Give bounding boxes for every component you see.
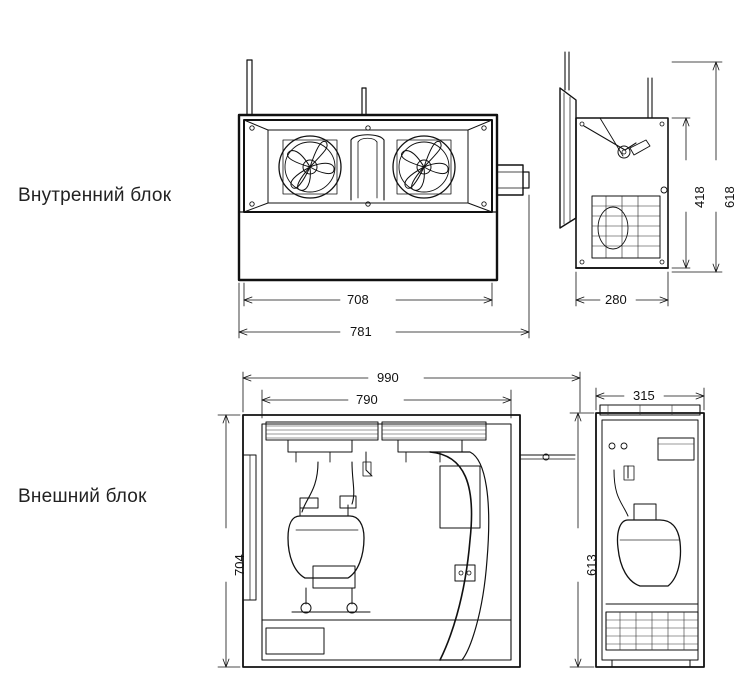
dim-indoor-depth: 280 bbox=[605, 292, 627, 307]
dim-indoor-width-inner: 708 bbox=[347, 292, 369, 307]
indoor-unit-label: Внутренний блок bbox=[18, 185, 172, 206]
dim-outdoor-height: 704 bbox=[232, 554, 247, 576]
dim-indoor-height-inner: 418 bbox=[692, 186, 707, 208]
dim-indoor-height-outer: 618 bbox=[722, 186, 737, 208]
dim-outdoor-side-height: 613 bbox=[584, 554, 599, 576]
dim-indoor-width-outer: 781 bbox=[350, 324, 372, 339]
outdoor-unit-label: Внешний блок bbox=[18, 486, 147, 507]
dim-outdoor-width-inner: 790 bbox=[356, 392, 378, 407]
dim-outdoor-width-outer: 990 bbox=[377, 370, 399, 385]
dim-outdoor-depth: 315 bbox=[633, 388, 655, 403]
